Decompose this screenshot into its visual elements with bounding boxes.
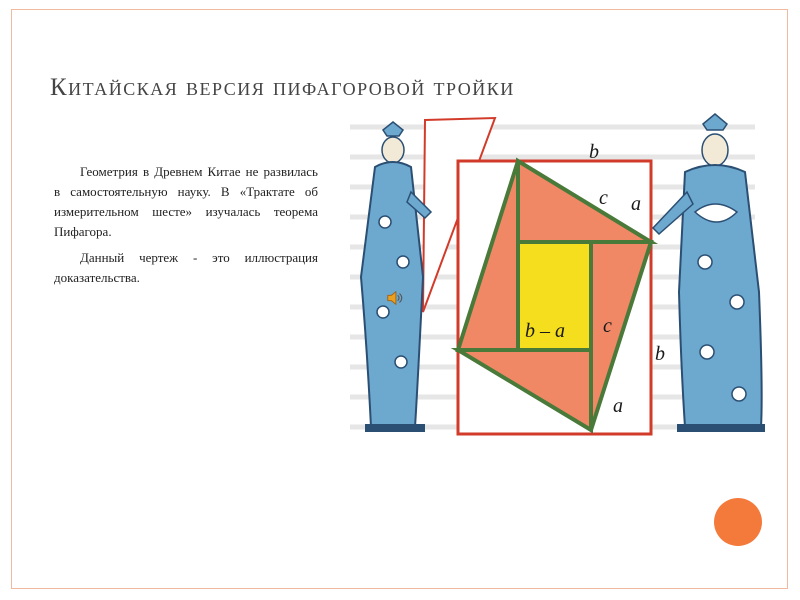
chinese-scholar-left-figure xyxy=(361,122,431,432)
slide-text xyxy=(54,162,318,294)
label-a-bottom: a xyxy=(613,395,623,417)
label-a-top: a xyxy=(631,193,641,215)
paragraph-1: Геометрия в Древнем Китае не развилась в самостоятельную науку. В «Трактате об измерительном шесте» изучалась теорема Пифагора. xyxy=(54,164,318,239)
label-c-top: c xyxy=(599,187,608,209)
proof-illustration xyxy=(345,112,765,447)
label-b-minus-a: b – a xyxy=(525,320,565,342)
label-c-right: c xyxy=(603,315,612,337)
paragraph-2: Данный чертеж - это иллюстрация доказательства. xyxy=(54,250,318,285)
label-b-right: b xyxy=(655,343,665,365)
speaker-icon[interactable] xyxy=(386,289,404,307)
decorative-orange-circle xyxy=(714,498,762,546)
slide-title: Китайская версия пифагоровой тройки xyxy=(50,74,515,101)
label-b-top: b xyxy=(589,141,599,163)
chinese-scholar-right-figure xyxy=(653,114,765,432)
